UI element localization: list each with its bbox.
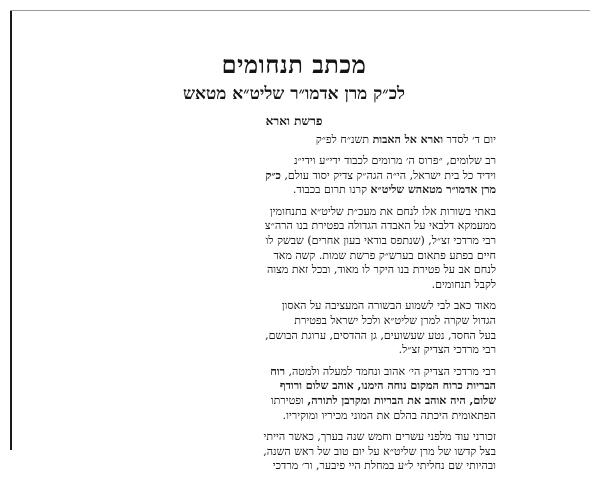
text-line <box>92 409 496 424</box>
text-line <box>92 379 496 394</box>
text-line <box>92 249 496 264</box>
text-line <box>92 183 496 198</box>
text-line <box>92 430 496 445</box>
text-segment: באתי בשורות אלו לנחם את מעכ״ת שליט״א בתנחומין <box>269 204 496 218</box>
text-line <box>92 154 496 169</box>
text-segment: קרנו תרום בכבוד. <box>292 183 371 197</box>
letter-body <box>92 52 496 481</box>
text-segment: זכורני עוד מלפני עשרים וחמש שנה בערך, כאשר הייתי <box>263 430 496 444</box>
text-line <box>92 205 496 220</box>
text-line <box>92 445 496 460</box>
paragraph <box>92 154 496 198</box>
text-segment: מאוד כאב לבי לשמוע הבשורה המעציבה על האסון <box>281 299 496 313</box>
text-segment: הפתאומית היכתה בהלם את המוני מכיריו ומוקיריו. <box>282 408 496 422</box>
text-line <box>92 219 496 234</box>
parsha-heading: פרשת וארא <box>265 114 323 128</box>
text-line <box>92 234 496 249</box>
dateline <box>92 133 496 147</box>
bold-text: רוח <box>270 364 285 378</box>
text-segment: ופטירתו <box>270 393 308 407</box>
text-segment: רבי מרדכי הצדיק זצ״ל. <box>398 343 496 357</box>
bold-text: מרן אדמו״ר מטאהש שליט״א <box>370 183 496 197</box>
text-line <box>92 394 496 409</box>
paragraph <box>92 430 496 474</box>
text-line <box>92 263 496 278</box>
text-line <box>92 169 496 184</box>
letter-title: מכתב תנחומים <box>221 50 367 79</box>
text-segment: ובהיותי שם נחליתי ל״ע במחלת היי פיבער, ור׳ מרדכי <box>272 459 496 473</box>
bold-text: הבריות כרוח המקום נוחה הימנו, אוהב שלום ורודף <box>279 379 496 393</box>
text-segment: לנחם אב על פטירת בנו היקר לו מאוד, ובכל זאת מצוה <box>266 263 496 277</box>
text-line <box>92 343 496 358</box>
letter-paragraphs <box>92 154 496 474</box>
bold-text: כ״ק <box>265 168 281 182</box>
dateline-post: תשנ״ח לפ״ק <box>315 133 373 146</box>
text-segment: ממעמקא דלבאי על האבדה הגדולה בפטירת בנו הרה״צ <box>264 219 496 233</box>
paragraph <box>92 205 496 293</box>
text-line <box>92 459 496 474</box>
text-line <box>92 329 496 344</box>
text-segment: הגדול שקרה למרן שליט״א ולכל ישראל בפטירת <box>294 313 496 327</box>
text-segment: לקבל תנחומים. <box>431 277 496 291</box>
text-line <box>92 314 496 329</box>
dateline-pre: יום ד׳ לסדר <box>443 133 496 146</box>
text-segment: וידיד כל בית ישראל, הי״ה הגה״ק צדיק יסוד עולם, <box>280 168 496 182</box>
bold-text: שלום, היה אוהב את הבריות ומקרבן לתורה, <box>307 393 496 407</box>
text-line <box>92 278 496 293</box>
text-segment: בצל קדשו של מרן שליט״א על יום טוב של ראש השנה, <box>263 444 496 458</box>
text-segment: חיים בפתע פתאום בערש״ק פרשת שמות. קשה מאד <box>273 248 496 262</box>
text-segment: בעל החסד, נטע שעשועים, גן ההדסים, ערוגת הבושם, <box>265 328 496 342</box>
paragraph <box>92 299 496 357</box>
paragraph <box>92 365 496 423</box>
letter-subtitle: לכ״ק מרן אדמו״ר שליט״א מטאש <box>183 84 405 104</box>
text-segment: רבי מרדכי זצ״ל, (שנתפס בודאי בעון אחרים) שבשק לו <box>265 233 496 247</box>
text-segment: רב שלומים, ״פרוס ה׳ מרומים לכבוד ידי״ע וידי״נ <box>293 154 496 167</box>
page-edge-top <box>10 10 590 11</box>
text-line <box>92 299 496 314</box>
text-line <box>92 365 496 380</box>
page-edge-left <box>10 10 12 450</box>
dateline-bold: וארא אל האבות <box>372 133 444 146</box>
text-segment: רבי מרדכי הצדיק הי׳ אהוב ונחמד למעלה ולמטה, <box>284 364 496 378</box>
